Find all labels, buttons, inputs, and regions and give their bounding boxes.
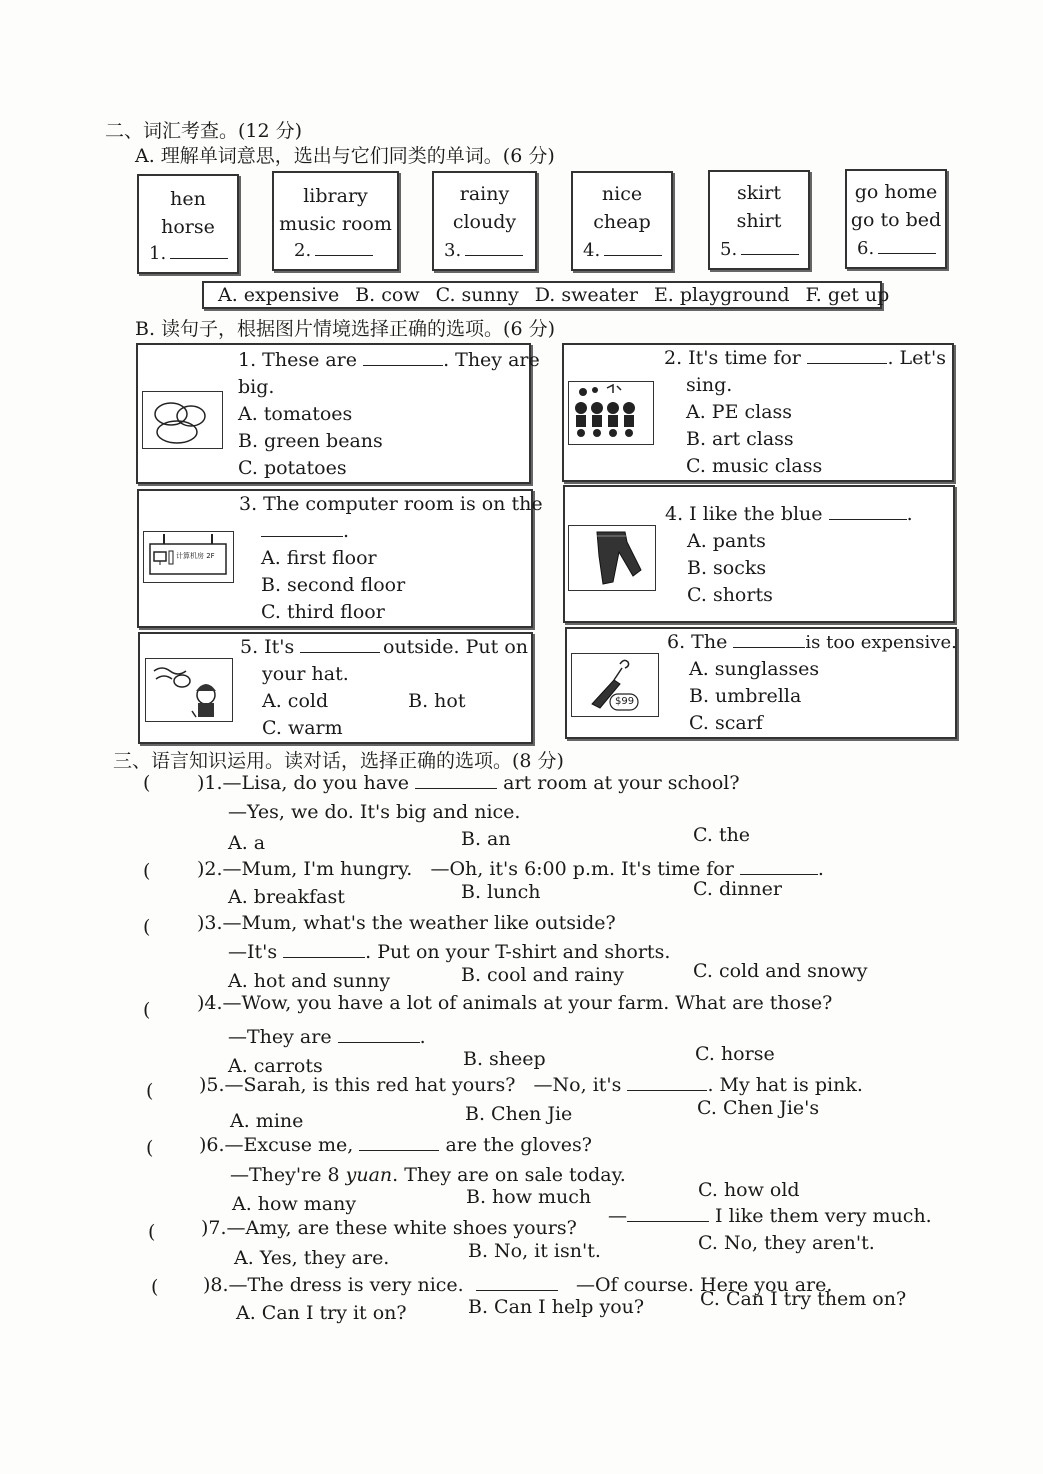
answer-paren[interactable]: (	[143, 860, 151, 882]
option-b: B. art class	[686, 428, 794, 450]
singing-children-picture	[568, 381, 654, 445]
answer-blank[interactable]	[300, 638, 380, 653]
answer-paren[interactable]: (	[143, 999, 151, 1021]
word: skirt	[736, 182, 782, 204]
picture-question-6: $99 6. The is too expensive. A. sunglasses B. umbrella C. scarf	[565, 627, 957, 739]
answer-blank[interactable]	[627, 1076, 707, 1091]
windy-picture	[145, 658, 233, 722]
sign-text: 计算机房 2F	[176, 552, 215, 560]
word: go home	[854, 181, 938, 203]
answer-slot[interactable]: 4.	[583, 240, 662, 261]
word-options	[202, 281, 890, 309]
answer-paren[interactable]: (	[146, 1137, 154, 1159]
option-c: C. shorts	[687, 584, 773, 606]
word: shirt	[736, 210, 782, 232]
option-b: B. green beans	[238, 430, 383, 452]
option-c: C. horse	[695, 1043, 775, 1065]
answer-blank[interactable]	[363, 351, 443, 366]
option-a: A. pants	[687, 530, 766, 552]
question-3: )3.—Mum, what's the weather like outside?	[197, 912, 616, 934]
answer-paren[interactable]: (	[143, 772, 151, 794]
option-a: A. tomatoes	[238, 403, 353, 425]
option-c: C. scarf	[689, 712, 763, 734]
cold-weather-icon	[146, 659, 232, 721]
potatoes-picture	[142, 391, 223, 449]
picture-question-4: 4. I like the blue . A. pants B. socks C. shorts	[563, 485, 955, 623]
word: go to bed	[850, 209, 942, 231]
option-a: A. Can I try it on?	[236, 1302, 407, 1324]
option-c: C. dinner	[693, 878, 782, 900]
option-a: A. breakfast	[228, 886, 345, 908]
answer-blank[interactable]	[261, 522, 343, 537]
option-a: A. cold	[262, 690, 329, 712]
picture-question-1: 1. These are . They are big. A. tomatoes B. green beans C. potatoes	[136, 343, 531, 484]
option-c: C. how old	[698, 1179, 800, 1201]
section-2-heading: 二、词汇考查。(12 分)	[105, 120, 303, 142]
question-5: )5.—Sarah, is this red hat yours? —No, it's . My hat is pink.	[199, 1074, 863, 1096]
option-b: B. umbrella	[689, 685, 802, 707]
option-a: A. sunglasses	[689, 658, 820, 680]
answer-blank[interactable]	[415, 774, 497, 789]
option-a: A. how many	[232, 1193, 357, 1215]
question-1: )1.—Lisa, do you have art room at your school?	[197, 772, 740, 794]
option-b: B. cool and rainy	[461, 964, 624, 986]
pants-icon	[569, 526, 655, 590]
potatoes-icon	[143, 392, 222, 448]
picture-question-5: 5. It's outside. Put on your hat. A. cold B. hot C. warm	[138, 632, 533, 744]
option-a: A. PE class	[686, 401, 793, 423]
question-6: )6.—Excuse me, are the gloves?	[199, 1134, 592, 1156]
option-c: C. Can I try them on?	[700, 1288, 907, 1310]
word: rainy	[459, 183, 510, 205]
option-b: B. socks	[687, 557, 767, 579]
children-icon	[569, 382, 653, 444]
answer-blank[interactable]	[733, 633, 805, 648]
answer-slot[interactable]: 5.	[720, 239, 799, 260]
word-box-2	[272, 171, 399, 271]
answer-slot[interactable]: 3.	[444, 240, 523, 261]
answer-paren[interactable]: (	[146, 1080, 154, 1102]
sign-picture	[143, 531, 234, 583]
answer-blank[interactable]	[338, 1028, 420, 1043]
price-tag: $99	[615, 696, 635, 707]
answer-blank[interactable]	[283, 943, 365, 958]
picture-question-2: 2. It's time for . Let's sing. A. PE class B. art class C. music class	[562, 343, 954, 482]
option-c: C. Chen Jie's	[697, 1097, 820, 1119]
question-2: )2.—Mum, I'm hungry. —Oh, it's 6:00 p.m. It's time for .	[197, 858, 824, 880]
option-c: C. third floor	[261, 601, 385, 623]
option-b: B. sheep	[463, 1048, 546, 1070]
answer-blank[interactable]	[807, 349, 887, 364]
option-b: B. No, it isn't.	[468, 1240, 601, 1262]
answer-blank[interactable]	[476, 1276, 558, 1291]
answer-slot[interactable]: 1.	[149, 243, 228, 264]
option-b: B. lunch	[461, 881, 541, 903]
answer-blank[interactable]	[359, 1136, 439, 1151]
option-c: C. No, they aren't.	[698, 1232, 875, 1254]
section-3-heading: 三、语言知识运用。读对话，选择正确的选项。(8 分)	[113, 750, 564, 772]
answer-paren[interactable]: (	[148, 1221, 156, 1243]
option-b: B. Chen Jie	[465, 1103, 573, 1125]
question-7: )7.—Amy, are these white shoes yours?	[201, 1217, 577, 1239]
word: music room	[279, 213, 392, 235]
option: B. cow	[355, 284, 420, 306]
word: hen	[170, 188, 206, 210]
option-c: C. warm	[262, 717, 343, 739]
answer-paren[interactable]: (	[151, 1276, 159, 1298]
word: cloudy	[452, 211, 517, 233]
word-box-3	[432, 171, 537, 271]
option-a: A. mine	[230, 1110, 304, 1132]
answer-paren[interactable]: (	[143, 916, 151, 938]
option: E. playground	[653, 284, 790, 306]
option: F. get up	[805, 284, 890, 306]
word-box-4	[571, 171, 673, 271]
option-a: A. carrots	[228, 1055, 323, 1077]
word-box-5	[708, 170, 810, 270]
option-b: B. hot	[408, 690, 466, 712]
option-c: C. music class	[686, 455, 823, 477]
option-a: A. hot and sunny	[228, 970, 391, 992]
option-b: B. how much	[466, 1186, 592, 1208]
part-b-title: B. 读句子，根据图片情境选择正确的选项。(6 分)	[135, 318, 555, 340]
question-8: )8.—The dress is very nice. —Of course. Here you are.	[203, 1274, 833, 1296]
word-box-6	[845, 169, 947, 269]
umbrella-picture	[571, 653, 659, 717]
option: C. sunny	[435, 284, 519, 306]
word: library	[303, 185, 368, 207]
answer-blank[interactable]	[829, 505, 907, 520]
option-a: A. a	[228, 832, 266, 854]
option-c: C. potatoes	[238, 457, 347, 479]
pants-picture	[568, 525, 656, 591]
option-a: A. first floor	[261, 547, 377, 569]
part-a-title: A. 理解单词意思，选出与它们同类的单词。(6 分)	[135, 145, 555, 167]
word: horse	[161, 216, 215, 238]
option-b: B. Can I help you?	[468, 1296, 645, 1318]
word: cheap	[593, 211, 651, 233]
answer-slot[interactable]: 6.	[857, 238, 936, 259]
picture-question-3: 计算机房 2F 3. The computer room is on the . A. first floor B. second floor C. third floor	[137, 489, 533, 628]
question-4: )4.—Wow, you have a lot of animals at your farm. What are those?	[197, 992, 833, 1014]
option: A. expensive	[218, 284, 340, 306]
option-b: B. an	[461, 828, 511, 850]
option-c: C. the	[693, 824, 751, 846]
option-b: B. second floor	[261, 574, 406, 596]
option: D. sweater	[534, 284, 638, 306]
word-box-1	[137, 174, 239, 274]
answer-blank[interactable]	[627, 1207, 709, 1222]
answer-slot[interactable]: 2.	[294, 240, 373, 261]
option-a: A. Yes, they are.	[234, 1247, 390, 1269]
word: nice	[601, 183, 643, 205]
option-c: C. cold and snowy	[693, 960, 868, 982]
answer-blank[interactable]	[740, 860, 818, 875]
